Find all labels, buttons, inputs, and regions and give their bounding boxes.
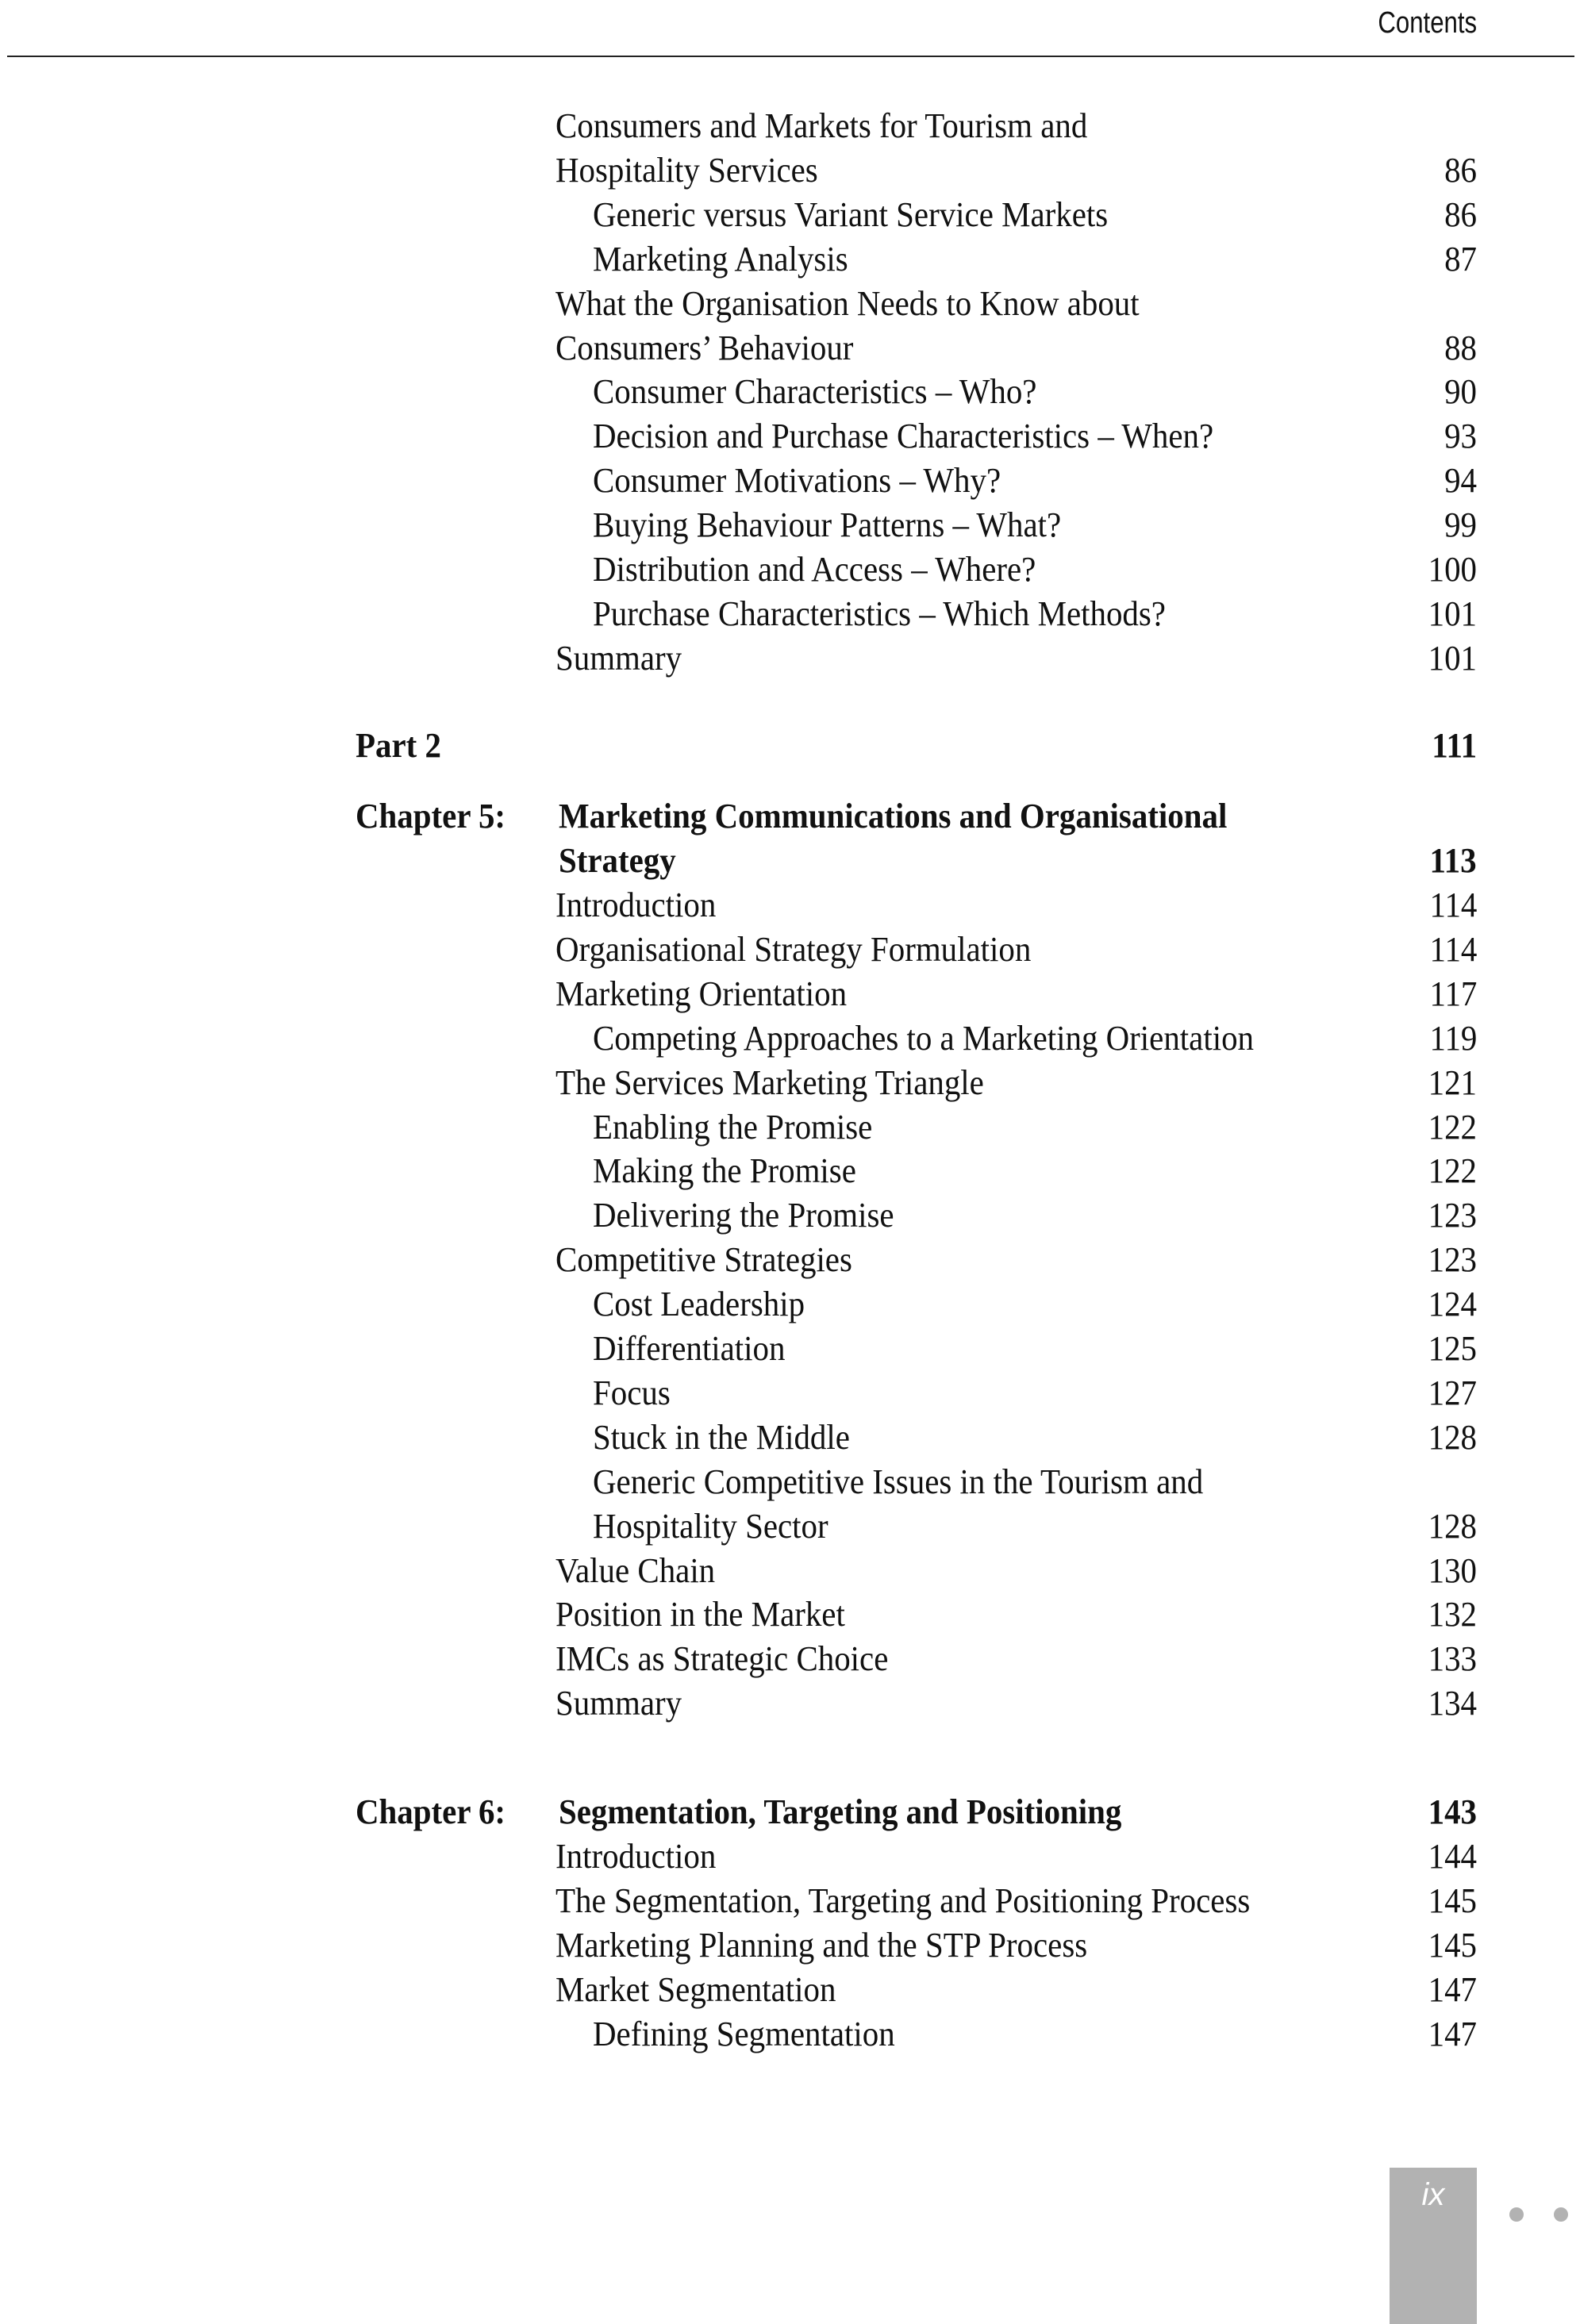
toc-entry[interactable] xyxy=(0,459,1580,503)
chapter5-title-line2: Strategy xyxy=(559,841,676,880)
toc-entry-title: Competing Approaches to a Marketing Orientation xyxy=(593,1018,1254,1058)
toc-entry-title: IMCs as Strategic Choice xyxy=(555,1639,889,1679)
toc-entry-page: 128 xyxy=(1428,1506,1477,1546)
toc-entry[interactable] xyxy=(0,148,1580,193)
toc-entry-title: Decision and Purchase Characteristics – When? xyxy=(593,417,1214,456)
running-header: Contents xyxy=(1378,6,1477,40)
chapter5-heading xyxy=(0,794,1580,839)
toc-entry-title: Delivering the Promise xyxy=(593,1196,894,1235)
toc-entry-title: Consumers’ Behaviour xyxy=(555,328,854,367)
toc-entry-title: Hospitality Sector xyxy=(593,1506,828,1546)
toc-entry[interactable] xyxy=(0,1681,1580,1726)
toc-entry-title: Value Chain xyxy=(555,1550,716,1590)
toc-entry[interactable] xyxy=(0,1637,1580,1681)
toc-entry-page: 145 xyxy=(1428,1925,1477,1965)
toc-entry[interactable] xyxy=(0,237,1580,282)
toc-entry[interactable] xyxy=(0,503,1580,547)
toc-entry[interactable] xyxy=(0,1282,1580,1327)
toc-entry-page: 86 xyxy=(1444,194,1477,234)
toc-entry-page: 124 xyxy=(1428,1285,1477,1324)
toc-entry-title: The Segmentation, Targeting and Positioning Process xyxy=(555,1880,1251,1920)
page-number-tab xyxy=(1390,2168,1477,2324)
toc-entry[interactable] xyxy=(0,326,1580,371)
toc-entry-title: Generic versus Variant Service Markets xyxy=(593,194,1109,234)
toc-entry-page: 114 xyxy=(1429,929,1477,969)
toc-entry-title: Distribution and Access – Where? xyxy=(593,550,1036,589)
toc-entry-title: Organisational Strategy Formulation xyxy=(555,929,1032,969)
toc-entry-title: Differentiation xyxy=(593,1329,786,1368)
toc-entry-title: Buying Behaviour Patterns – What? xyxy=(593,505,1062,545)
toc-entry-page: 122 xyxy=(1428,1107,1477,1147)
toc-entry-page: 147 xyxy=(1428,2014,1477,2053)
toc-entry-page: 101 xyxy=(1428,638,1477,678)
toc-entry-page: 93 xyxy=(1444,417,1477,456)
toc-entry-title: Making the Promise xyxy=(593,1151,856,1191)
toc-entry-title: Introduction xyxy=(555,1837,717,1876)
toc-entry-page: 121 xyxy=(1428,1062,1477,1102)
part-label: Part 2 xyxy=(356,726,441,765)
toc-entry-title: Marketing Planning and the STP Process xyxy=(555,1925,1088,1965)
toc-entry-title: Focus xyxy=(593,1373,671,1412)
chapter6-page: 143 xyxy=(1428,1792,1477,1831)
toc-entry-title: Enabling the Promise xyxy=(593,1107,873,1147)
toc-entry[interactable] xyxy=(0,1193,1580,1238)
toc-entry[interactable] xyxy=(0,2012,1580,2057)
toc-entry-title: Market Segmentation xyxy=(555,1969,836,2009)
toc-entry-page: 128 xyxy=(1428,1417,1477,1457)
toc-entry-title: Position in the Market xyxy=(555,1595,845,1634)
toc-entry-page: 132 xyxy=(1428,1595,1477,1634)
toc-entry-page: 90 xyxy=(1444,372,1477,412)
toc-entry-title: Cost Leadership xyxy=(593,1285,805,1324)
toc-entry[interactable] xyxy=(0,1105,1580,1150)
toc-entry-title: Hospitality Services xyxy=(555,150,818,190)
toc-entry-page: 134 xyxy=(1428,1684,1477,1723)
toc-entry[interactable] xyxy=(0,1371,1580,1416)
toc-entry[interactable] xyxy=(0,104,1580,148)
chapter5-title-line1: Marketing Communications and Organisational xyxy=(559,797,1228,835)
toc-entry[interactable] xyxy=(0,883,1580,928)
toc-entry[interactable] xyxy=(0,1592,1580,1637)
page-number: ix xyxy=(1421,2177,1445,2212)
part-heading xyxy=(0,724,1580,768)
toc-entry-page: 119 xyxy=(1429,1018,1477,1058)
part-page: 111 xyxy=(1432,726,1477,765)
toc-entry-page: 88 xyxy=(1444,328,1477,367)
chapter6-heading xyxy=(0,1790,1580,1834)
toc-entry-page: 123 xyxy=(1428,1196,1477,1235)
chapter5-heading-cont xyxy=(0,839,1580,883)
toc-entry-page: 87 xyxy=(1444,239,1477,278)
toc-entry[interactable] xyxy=(0,370,1580,414)
toc-entry[interactable] xyxy=(0,1460,1580,1504)
toc-entry[interactable] xyxy=(0,1327,1580,1371)
toc-entry[interactable] xyxy=(0,592,1580,636)
toc-entry[interactable] xyxy=(0,1879,1580,1923)
toc-entry-title: Marketing Analysis xyxy=(593,239,848,278)
toc-entry[interactable] xyxy=(0,1549,1580,1593)
toc-entry-page: 147 xyxy=(1428,1969,1477,2009)
toc-entry-title: Stuck in the Middle xyxy=(593,1417,850,1457)
toc-entry[interactable] xyxy=(0,282,1580,326)
toc-entry-title: Competitive Strategies xyxy=(555,1240,852,1280)
toc-entry-title: Summary xyxy=(555,638,682,678)
toc-entry-title: Consumer Motivations – Why? xyxy=(593,461,1001,501)
toc-entry[interactable] xyxy=(0,1149,1580,1193)
toc-entry-page: 125 xyxy=(1428,1329,1477,1368)
header-rule xyxy=(7,56,1574,57)
toc-entry-title: Consumer Characteristics – Who? xyxy=(593,372,1037,412)
toc-entry[interactable] xyxy=(0,1504,1580,1549)
toc-entry-title: The Services Marketing Triangle xyxy=(555,1062,984,1102)
chapter6-label: Chapter 6: xyxy=(356,1792,506,1831)
toc-entry-title: What the Organisation Needs to Know about xyxy=(555,283,1140,323)
toc-entry-page: 130 xyxy=(1428,1550,1477,1590)
toc-entry[interactable] xyxy=(0,1238,1580,1282)
toc-entry-page: 127 xyxy=(1428,1373,1477,1412)
toc-entry-page: 133 xyxy=(1428,1639,1477,1679)
toc-entry[interactable] xyxy=(0,972,1580,1016)
toc-entry-page: 117 xyxy=(1429,974,1477,1013)
toc-entry-title: Defining Segmentation xyxy=(593,2014,895,2053)
toc-entry-page: 99 xyxy=(1444,505,1477,545)
toc-entry-title: Marketing Orientation xyxy=(555,974,848,1013)
decorative-dot-icon xyxy=(1554,2207,1568,2222)
toc-entry[interactable] xyxy=(0,636,1580,681)
toc-entry[interactable] xyxy=(0,1834,1580,1879)
chapter5-page: 113 xyxy=(1429,841,1477,880)
toc-entry[interactable] xyxy=(0,414,1580,459)
toc-entry-page: 122 xyxy=(1428,1151,1477,1191)
toc-entry-page: 94 xyxy=(1444,461,1477,501)
toc-entry[interactable] xyxy=(0,1061,1580,1105)
chapter6-title: Segmentation, Targeting and Positioning xyxy=(559,1792,1122,1831)
toc-entry-title: Purchase Characteristics – Which Methods? xyxy=(593,593,1166,633)
toc-entry[interactable] xyxy=(0,193,1580,237)
toc-entry[interactable] xyxy=(0,1923,1580,1968)
toc-entry-page: 86 xyxy=(1444,150,1477,190)
toc-entry-title: Consumers and Markets for Tourism and xyxy=(555,106,1088,145)
toc-entry-title: Generic Competitive Issues in the Tourism and xyxy=(593,1462,1204,1501)
toc-entry[interactable] xyxy=(0,1016,1580,1061)
toc-entry[interactable] xyxy=(0,928,1580,972)
toc-entry-page: 101 xyxy=(1428,593,1477,633)
chapter5-label: Chapter 5: xyxy=(356,797,506,835)
toc-entry-page: 114 xyxy=(1429,885,1477,924)
toc-entry-page: 144 xyxy=(1428,1837,1477,1876)
toc-entry-title: Introduction xyxy=(555,885,717,924)
toc-entry-page: 123 xyxy=(1428,1240,1477,1280)
toc-entry-page: 100 xyxy=(1428,550,1477,589)
toc-entry-page: 145 xyxy=(1428,1880,1477,1920)
toc-entry[interactable] xyxy=(0,547,1580,592)
toc-entry-title: Summary xyxy=(555,1684,682,1723)
toc-entry[interactable] xyxy=(0,1968,1580,2012)
decorative-dot-icon xyxy=(1509,2207,1524,2222)
toc-entry[interactable] xyxy=(0,1416,1580,1460)
